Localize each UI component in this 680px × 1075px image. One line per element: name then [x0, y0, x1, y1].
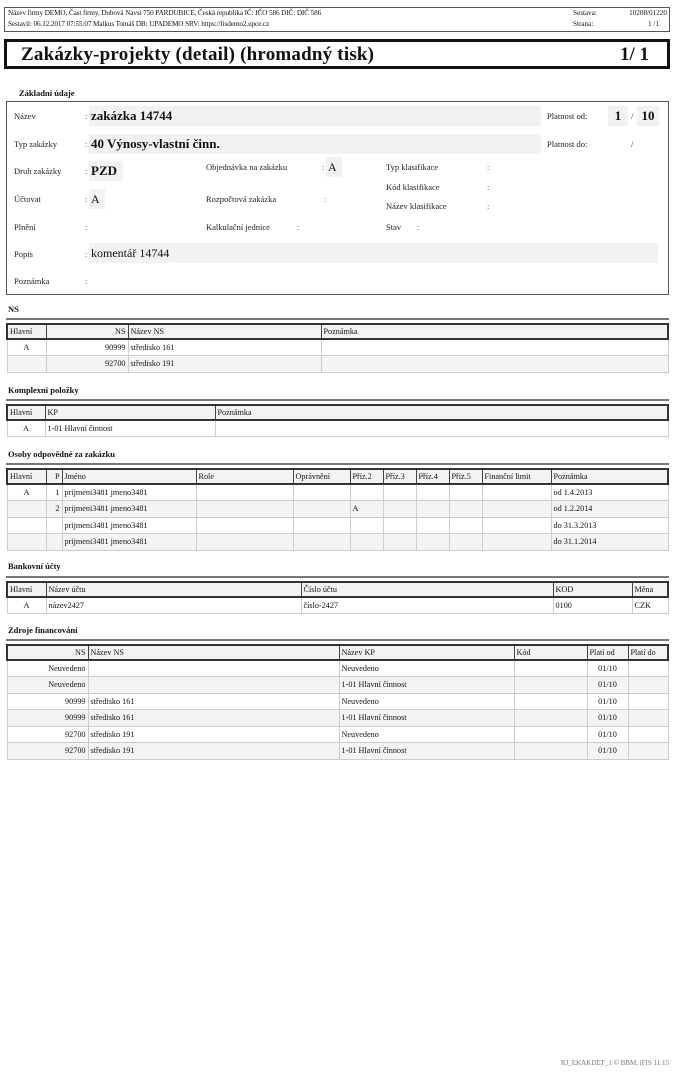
col-hlavni: Hlavní — [7, 405, 45, 420]
section-title-banka: Bankovní účty — [8, 561, 61, 571]
platnost-od-separator: / — [631, 111, 634, 121]
druh-zakazky-value: PZD — [89, 161, 123, 181]
cell-priz5 — [449, 501, 482, 518]
platnost-do-value: / — [631, 139, 634, 149]
cell-priz2 — [350, 534, 383, 551]
col-nazev-uctu: Název účtu — [46, 582, 301, 597]
col-cislo-uctu: Číslo účtu — [301, 582, 553, 597]
table-row — [7, 517, 668, 534]
cell-plati-od: 01/10 — [587, 677, 628, 694]
cell-nazev-kp: 1-01 Hlavní činnost — [339, 677, 514, 694]
divider — [6, 318, 669, 320]
table-row — [7, 660, 668, 677]
cell-priz4 — [416, 534, 449, 551]
cell-kod — [514, 693, 587, 710]
cell-plati-do — [628, 660, 668, 677]
cell-jmeno: prijmeni3481 jmeno3481 — [62, 517, 196, 534]
table-header — [7, 405, 668, 420]
ns-table — [6, 323, 669, 373]
cell-jmeno: prijmeni3481 jmeno3481 — [62, 534, 196, 551]
cell-opravneni — [293, 517, 350, 534]
cell-financni-limit — [482, 517, 551, 534]
col-priz2: Příz.2 — [350, 469, 383, 484]
kod-klasifikace-label: Kód klasifikace — [386, 182, 440, 192]
colon: : — [417, 222, 420, 232]
cell-jmeno: prijmeni3481 jmeno3481 — [62, 501, 196, 518]
cell-hlavni: A — [7, 597, 46, 614]
table-header — [7, 469, 668, 484]
colon: : — [85, 166, 88, 176]
popis-label: Popis — [14, 249, 33, 259]
cell-plati-od: 01/10 — [587, 693, 628, 710]
nazev-klasifikace-label: Název klasifikace — [386, 201, 447, 211]
rozpoctova-label: Rozpočtová zakázka — [206, 194, 277, 204]
cell-financni-limit — [482, 484, 551, 501]
col-role: Role — [196, 469, 293, 484]
section-title-basic: Základní údaje — [19, 88, 75, 98]
cell-nazev-ns: středisko 161 — [128, 339, 321, 356]
cell-poznamka: do 31.1.2014 — [551, 534, 668, 551]
cell-kod — [514, 660, 587, 677]
table-header — [7, 582, 668, 597]
druh-zakazky-label: Druh zakázky — [14, 166, 62, 176]
col-ns: NS — [46, 324, 128, 339]
cell-role — [196, 501, 293, 518]
objednavka-label: Objednávka na zakázku — [206, 162, 288, 172]
table-row — [7, 726, 668, 743]
platnost-od-month: 1 — [608, 106, 628, 126]
typ-zakazky-value: 40 Výnosy-vlastní činn. — [89, 134, 541, 154]
sestava-value: 10208/01220 — [629, 9, 667, 17]
cell-poznamka — [321, 339, 668, 356]
cell-kod — [514, 726, 587, 743]
colon: : — [85, 249, 88, 259]
cell-kod — [514, 710, 587, 727]
colon: : — [322, 162, 325, 172]
cell-priz2: A — [350, 501, 383, 518]
objednavka-value: A — [326, 157, 342, 177]
cell-plati-od: 01/10 — [587, 710, 628, 727]
col-poradi: P — [46, 469, 62, 484]
cell-priz3 — [383, 501, 416, 518]
cell-poznamka: od 1.4.2013 — [551, 484, 668, 501]
table-row — [7, 339, 668, 356]
col-priz4: Příz.4 — [416, 469, 449, 484]
cell-ns: 92700 — [7, 743, 88, 760]
section-title-zdroje: Zdroje financování — [8, 625, 78, 635]
cell-role — [196, 534, 293, 551]
basic-info-box — [6, 101, 669, 295]
col-jmeno: Jméno — [62, 469, 196, 484]
uctovat-label: Účtovat — [14, 194, 41, 204]
cell-kod — [514, 677, 587, 694]
cell-plati-do — [628, 693, 668, 710]
cell-jmeno: prijmeni3481 jmeno3481 — [62, 484, 196, 501]
cell-poradi — [46, 534, 62, 551]
report-header — [4, 7, 670, 32]
col-kod: KOD — [553, 582, 632, 597]
cell-priz2 — [350, 484, 383, 501]
cell-opravneni — [293, 484, 350, 501]
divider — [6, 399, 669, 401]
cell-priz5 — [449, 484, 482, 501]
colon: : — [85, 276, 88, 286]
title-box — [4, 39, 670, 69]
platnost-od-year: 10 — [637, 106, 659, 126]
cell-role — [196, 517, 293, 534]
stav-label: Stav — [386, 222, 402, 232]
cell-ns: 90999 — [7, 693, 88, 710]
section-title-osoby: Osoby odpovědné za zakázku — [8, 449, 115, 459]
typ-zakazky-label: Typ zakázky — [14, 139, 58, 149]
cell-nazev-uctu: název2427 — [46, 597, 301, 614]
table-header — [7, 324, 668, 339]
strana-value: 1 /1 — [648, 20, 659, 28]
typ-klasifikace-label: Typ klasifikace — [386, 162, 439, 172]
table-header — [7, 645, 668, 660]
popis-value: komentář 14744 — [89, 243, 658, 263]
col-kod: Kód — [514, 645, 587, 660]
table-row — [7, 420, 668, 437]
cell-kod: 0100 — [553, 597, 632, 614]
col-poznamka: Poznámka — [551, 469, 668, 484]
col-nazev-kp: Název KP — [339, 645, 514, 660]
platnost-do-label: Platnost do: — [547, 139, 588, 149]
cell-hlavni — [7, 356, 46, 373]
table-row — [7, 356, 668, 373]
cell-kp: 1-01 Hlavní činnost — [45, 420, 215, 437]
platnost-od-label: Platnost od: — [547, 111, 588, 121]
uctovat-value: A — [89, 189, 105, 209]
table-row — [7, 484, 668, 501]
col-hlavni: Hlavní — [7, 324, 46, 339]
table-row — [7, 597, 668, 614]
section-title-kp: Komplexní položky — [8, 385, 79, 395]
col-kp: KP — [45, 405, 215, 420]
table-row — [7, 534, 668, 551]
cell-ns: 92700 — [46, 356, 128, 373]
cell-hlavni: A — [7, 484, 46, 501]
cell-nazev-kp: Neuvedeno — [339, 726, 514, 743]
cell-poradi — [46, 517, 62, 534]
cell-cislo-uctu: číslo-2427 — [301, 597, 553, 614]
cell-priz5 — [449, 534, 482, 551]
col-priz5: Příz.5 — [449, 469, 482, 484]
cell-nazev-ns — [88, 660, 339, 677]
strana-label: Strana: — [573, 20, 594, 28]
nazev-label: Název — [14, 111, 36, 121]
cell-nazev-kp: 1-01 Hlavní činnost — [339, 710, 514, 727]
cell-nazev-ns: středisko 191 — [88, 743, 339, 760]
nazev-value: zakázka 14744 — [89, 106, 541, 126]
cell-poznamka — [321, 356, 668, 373]
cell-nazev-ns: středisko 161 — [88, 710, 339, 727]
cell-poznamka: od 1.2.2014 — [551, 501, 668, 518]
cell-plati-do — [628, 677, 668, 694]
col-opravneni: Oprávnění — [293, 469, 350, 484]
zdroje-table — [6, 644, 669, 760]
table-row — [7, 710, 668, 727]
table-row — [7, 693, 668, 710]
table-row — [7, 677, 668, 694]
colon: : — [297, 222, 300, 232]
col-nazev-ns: Název NS — [88, 645, 339, 660]
col-poznamka: Poznámka — [215, 405, 668, 420]
cell-nazev-ns: středisko 161 — [88, 693, 339, 710]
colon: : — [85, 194, 88, 204]
cell-plati-od: 01/10 — [587, 660, 628, 677]
cell-priz3 — [383, 484, 416, 501]
cell-opravneni — [293, 534, 350, 551]
colon: : — [324, 194, 327, 204]
colon: : — [487, 162, 490, 172]
plneni-label: Plnění — [14, 222, 36, 232]
kalkulacni-jednice-label: Kalkulační jednice — [206, 222, 270, 232]
cell-priz4 — [416, 501, 449, 518]
author-info: Sestavil: 06.12.2017 07:55:07 Malkus Tomáš DB: UPADEMO SRV: https://fisdemo2.upce.cz — [8, 20, 270, 28]
colon: : — [487, 182, 490, 192]
cell-role — [196, 484, 293, 501]
page-counter: 1/ 1 — [619, 44, 649, 65]
section-title-ns: NS — [8, 304, 19, 314]
cell-poznamka — [215, 420, 668, 437]
table-row — [7, 743, 668, 760]
cell-priz2 — [350, 517, 383, 534]
col-financni-limit: Finanční limit — [482, 469, 551, 484]
cell-hlavni — [7, 517, 46, 534]
cell-nazev-ns: středisko 191 — [128, 356, 321, 373]
colon: : — [85, 111, 88, 121]
cell-ns: 90999 — [7, 710, 88, 727]
divider — [6, 576, 669, 578]
company-info: Název firmy DEMO, Čast firmy, Dubová Navsi 750 PARDUBICE, Česká republika IČ: IČO 586 DIČ: DIČ 586 — [8, 9, 322, 17]
cell-priz3 — [383, 517, 416, 534]
divider — [6, 463, 669, 465]
cell-ns: 90999 — [46, 339, 128, 356]
poznamka-label: Poznámka — [14, 276, 50, 286]
cell-plati-do — [628, 726, 668, 743]
col-poznamka: Poznámka — [321, 324, 668, 339]
cell-nazev-kp: 1-01 Hlavní činnost — [339, 743, 514, 760]
cell-mena: CZK — [632, 597, 668, 614]
cell-poznamka: do 31.3.2013 — [551, 517, 668, 534]
banka-table — [6, 581, 669, 614]
table-row — [7, 501, 668, 518]
col-nazev-ns: Název NS — [128, 324, 321, 339]
sestava-label: Sestava: — [573, 9, 597, 17]
cell-opravneni — [293, 501, 350, 518]
col-plati-od: Platí od — [587, 645, 628, 660]
page-title: Zakázky-projekty (detail) (hromadný tisk) — [21, 44, 375, 65]
col-ns: NS — [7, 645, 88, 660]
divider — [6, 639, 669, 641]
cell-nazev-kp: Neuvedeno — [339, 693, 514, 710]
cell-hlavni — [7, 534, 46, 551]
colon: : — [487, 201, 490, 211]
cell-priz4 — [416, 517, 449, 534]
cell-priz3 — [383, 534, 416, 551]
cell-plati-od: 01/10 — [587, 726, 628, 743]
colon: : — [85, 222, 88, 232]
col-hlavni: Hlavní — [7, 469, 46, 484]
cell-hlavni: A — [7, 339, 46, 356]
report-footer: RJ_EKAKDET_1 © BBM, iFIS 11.15 — [560, 1059, 669, 1067]
cell-hlavni: A — [7, 420, 45, 437]
cell-ns: Neuvedeno — [7, 677, 88, 694]
cell-nazev-kp: Neuvedeno — [339, 660, 514, 677]
cell-ns: Neuvedeno — [7, 660, 88, 677]
cell-financni-limit — [482, 501, 551, 518]
cell-financni-limit — [482, 534, 551, 551]
cell-nazev-ns — [88, 677, 339, 694]
col-hlavni: Hlavní — [7, 582, 46, 597]
cell-nazev-ns: středisko 191 — [88, 726, 339, 743]
cell-plati-od: 01/10 — [587, 743, 628, 760]
cell-plati-do — [628, 710, 668, 727]
osoby-table — [6, 468, 669, 551]
cell-poradi: 1 — [46, 484, 62, 501]
cell-priz4 — [416, 484, 449, 501]
cell-hlavni — [7, 501, 46, 518]
cell-ns: 92700 — [7, 726, 88, 743]
col-plati-do: Platí do — [628, 645, 668, 660]
col-priz3: Příz.3 — [383, 469, 416, 484]
cell-poradi: 2 — [46, 501, 62, 518]
colon: : — [85, 139, 88, 149]
col-mena: Měna — [632, 582, 668, 597]
cell-priz5 — [449, 517, 482, 534]
cell-kod — [514, 743, 587, 760]
cell-plati-do — [628, 743, 668, 760]
kp-table — [6, 404, 669, 437]
